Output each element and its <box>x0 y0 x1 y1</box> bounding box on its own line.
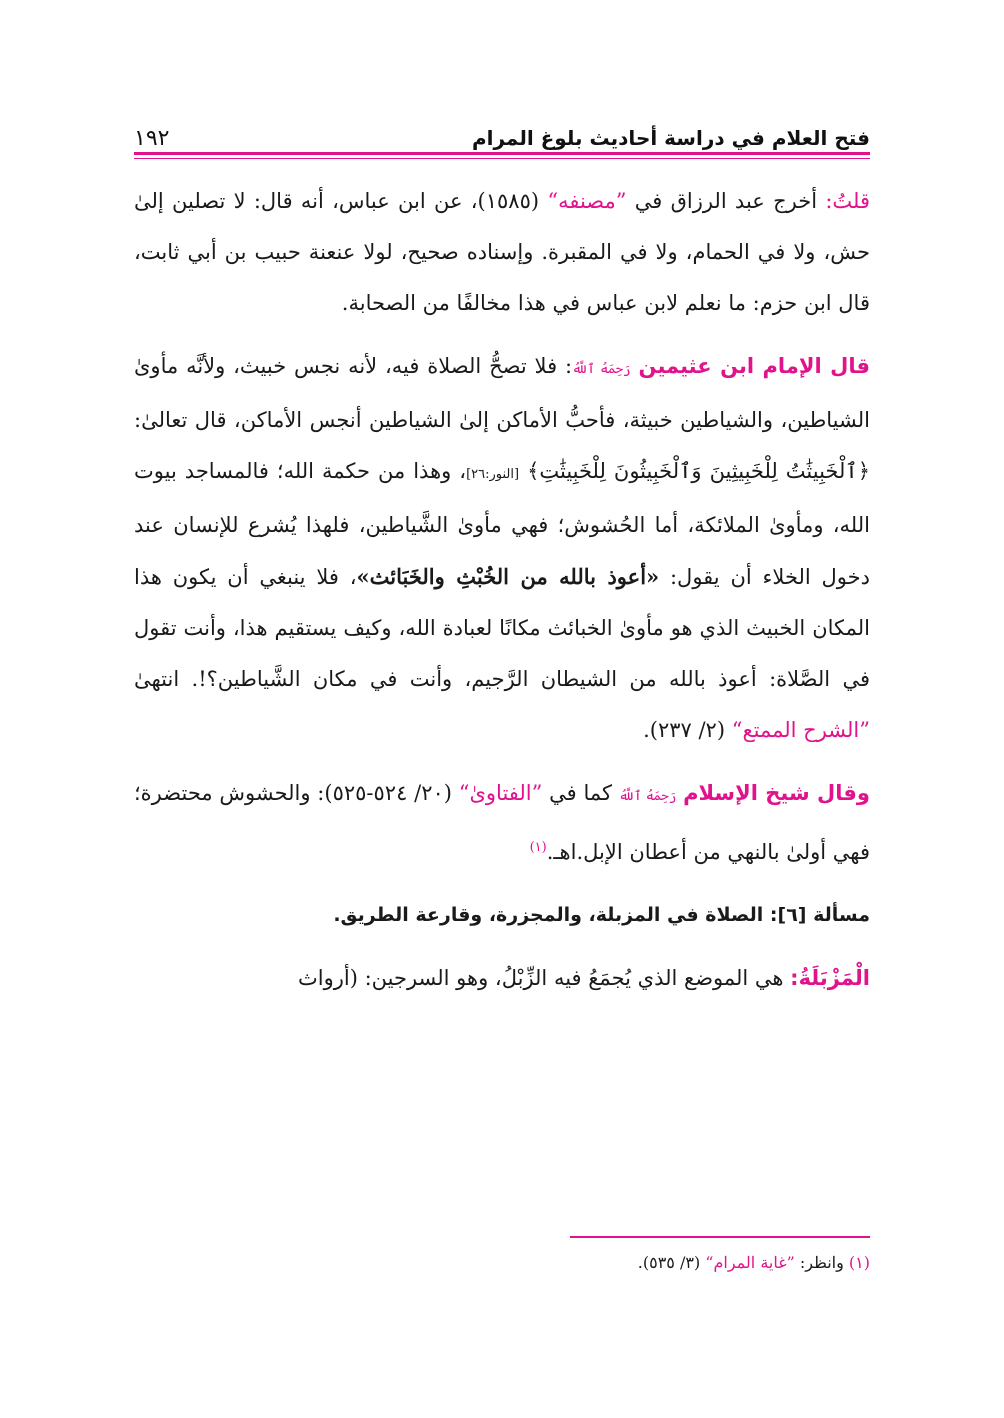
footnote-rule <box>570 1236 870 1238</box>
page-number: ١٩٢ <box>134 126 170 151</box>
book-title: فتح العلام في دراسة أحاديث بلوغ المرام <box>471 126 870 150</box>
reference: ”مصنفه“ <box>547 189 627 213</box>
reference: ”الشرح الممتع“ <box>731 718 870 742</box>
paragraph-1: قلتُ: أخرج عبد الرزاق في ”مصنفه“ (١٥٨٥)، عن ابن عباس، أنه قال: لا تصلين إلىٰ حش، ولا في الحمام، ولا في المقبرة. وإسناده صحيح، لولا عنعنة حبيب بن أبي ثابت، قال ابن حزم: ما نعلم لابن عباس في هذا مخالفًا من الصحابة. <box>134 189 870 315</box>
honorific: رَحِمَهُ ٱللَّهُ <box>618 789 677 804</box>
main-text <box>134 176 870 1016</box>
honorific: رَحِمَهُ ٱللَّهُ <box>572 362 631 377</box>
footnote: (١) وانظر: ”غاية المرام“ (٣/ ٥٣٥). <box>637 1253 870 1272</box>
hadith-quote: «أعوذ بالله من الخُبْثِ والخَبَائث» <box>356 564 660 589</box>
paragraph-3-lead: وقال شيخ الإسلام <box>683 781 870 805</box>
masala-number: [٦]: <box>769 904 807 926</box>
paragraph-2: قال الإمام ابن عثيمين رَحِمَهُ ٱللَّهُ: فلا تصحُّ الصلاة فيه، لأنه نجس خبيث، ولأنَّه مأوىٰ الشياطين، والشياطين خبيثة، فأحبُّ الأماكن إلىٰ الشياطين أنجس الأماكن، قال تعالىٰ: ﴿ٱلْخَبِيثَٰتُ لِلْخَبِيثِينَ وَٱلْخَبِيثُونَ لِلْخَبِيثَٰتِ﴾ [النور:٢٦]، وهذا من حكمة الله؛ فالمساجد بيوت الله، ومأوىٰ الملائكة، أما الحُشوش؛ فهي مأوىٰ الشَّياطين، فلهذا يُشرع للإنسان عند دخول الخلاء أن يقول: «أعوذ بالله من الخُبْثِ والخَبَائث»، فلا ينبغي أن يكون هذا المكان الخبيث الذي هو مأوىٰ الخبائث مكانًا لعبادة الله، وكيف يستقيم هذا، وأنت تقول في الصَّلاة: أعوذ بالله من الشيطان الرَّجيم، وأنت في مكان الشَّياطين؟!. انتهىٰ ”الشرح الممتع“ (٢/ ٢٣٧). <box>134 354 870 742</box>
paragraph-1-lead: قلتُ: <box>825 189 870 213</box>
paragraph-3: وقال شيخ الإسلام رَحِمَهُ ٱللَّهُ كما في ”الفتاوىٰ“ (٢٠/ ٥٢٤-٥٢٥): والحشوش محتضرة؛ فهي أولىٰ بالنهي من أعطان الإبل.اهـ.$^{(١)}$ <box>134 781 870 864</box>
paragraph-4: الْمَزْبَلَةُ: هي الموضع الذي يُجمَعُ فيه الزِّبْلُ، وهو السرجين: (أرواث <box>297 966 870 990</box>
footnote-marker[interactable]: (١) <box>529 840 547 855</box>
masala-heading <box>134 890 870 941</box>
quran-reference: [النور:٢٦] <box>466 467 520 482</box>
reference: ”الفتاوىٰ“ <box>458 781 543 805</box>
footnote-number: (١) <box>848 1253 870 1272</box>
masala-title: الصلاة في المزبلة، والمجزرة، وقارعة الطريق. <box>333 904 770 926</box>
paragraph-2-lead: قال الإمام ابن عثيمين <box>638 354 870 378</box>
paragraph-4-lead: الْمَزْبَلَةُ: <box>790 966 870 990</box>
masala-label: مسألة <box>813 904 870 926</box>
header-rule-thin <box>134 158 870 159</box>
reference: ”غاية المرام“ <box>705 1253 795 1272</box>
quran-verse: ﴿ٱلْخَبِيثَٰتُ لِلْخَبِيثِينَ وَٱلْخَبِيثُونَ لِلْخَبِيثَٰتِ﴾ <box>527 459 870 483</box>
header-rule-thick <box>134 152 870 155</box>
